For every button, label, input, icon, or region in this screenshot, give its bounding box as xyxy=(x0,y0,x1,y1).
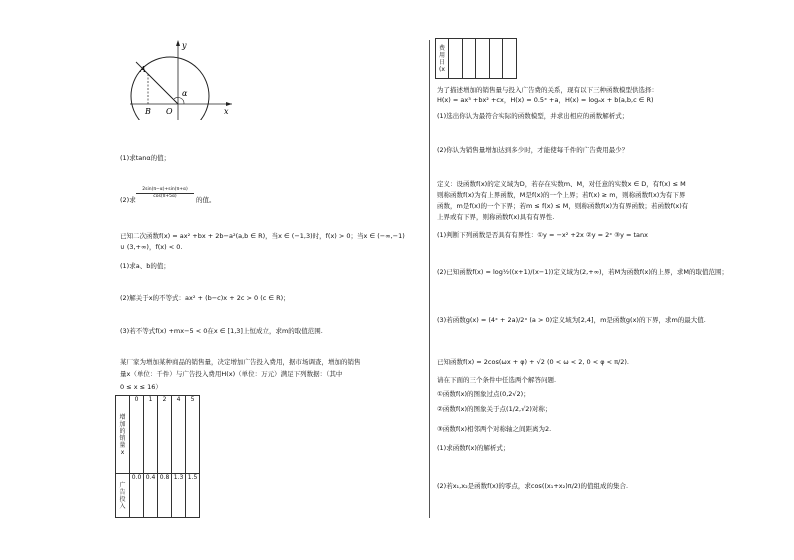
axis-label-x: x xyxy=(224,107,229,116)
table-cell: 2 xyxy=(158,396,172,474)
table-cell: 1.5 xyxy=(186,474,200,518)
table-cell: 4 xyxy=(172,396,186,474)
table-cell: 0.0 xyxy=(130,474,144,518)
table-cell: 0.4 xyxy=(144,474,158,518)
table-row xyxy=(436,39,517,79)
table-cell xyxy=(503,39,517,79)
question-3-part-1: (1)选出你认为最符合实际的函数模型，并求出相应的函数解析式； xyxy=(437,112,629,120)
question-3-intro-line-2: 量x（单位：千件）与广告投入费用H(x)（单位：万元）满足下列数据：（其中 xyxy=(120,370,343,378)
point-label-a: A xyxy=(140,65,146,74)
question-5-choose: 请在下面的三个条件中任选两个解答问题. xyxy=(437,376,557,384)
row-header-ad-cost: 广告投入 xyxy=(116,474,130,518)
question-5-intro: 已知函数f(x) = 2cos(ωx + φ) + √2 (0 < ω < 2, 0 < φ < π/2). xyxy=(437,358,629,366)
question-4-part-3: (3)若函数g(x) = (4ˣ + 2a)/2ˣ (a > 0)定义域为[2,4]，m是函数g(x)的下界，求m的最大值. xyxy=(437,316,706,324)
question-2-intro-line-2: ∪ (3,+∞)，f(x) < 0. xyxy=(120,243,183,251)
table-cell: 0.8 xyxy=(158,474,172,518)
axis-label-y: y xyxy=(182,41,187,50)
question-1-part-2-suffix: 的值。 xyxy=(196,196,216,204)
table-row xyxy=(116,396,200,474)
table-cell xyxy=(489,39,503,79)
question-2-part-1: (1)求a、b的值； xyxy=(120,262,170,270)
question-5-condition-2: ②函数f(x)的图象关于点(1/2,√2)对称； xyxy=(437,405,552,413)
question-3-intro-line-1: 某厂家为增加某种商品的销售量，决定增加广告投入费用，据市场调查，增加的销售 xyxy=(120,358,361,366)
table-cell: 1 xyxy=(144,396,158,474)
sales-data-table xyxy=(115,395,200,518)
column-divider xyxy=(429,40,430,518)
point-label-o: O xyxy=(166,107,173,116)
question-3-part-2: (2)你认为销售量增加达到多少时，才能使每千件的广告费用最少？ xyxy=(437,146,629,154)
question-2-part-2: (2)解关于x的不等式：ax² + (b−c)x + 2c > 0 (c ∈ R)； xyxy=(120,294,290,302)
row-header-cost: 费用日(x xyxy=(436,39,449,79)
unit-circle-figure xyxy=(128,38,236,120)
angle-label-alpha: α xyxy=(182,89,188,98)
question-4-definition-line-1: 定义：设函数f(x)的定义域为D，若存在实数m、M，对任意的实数x ∈ D，有f(x) ≤ M xyxy=(437,180,686,188)
table-cell xyxy=(476,39,490,79)
table-cell: 0 xyxy=(130,396,144,474)
question-4-part-1: (1)判断下列函数是否具有有界性：①y = −x² +2x ②y = 2ˣ ③y = tanx xyxy=(437,231,649,239)
question-5-part-2: (2)若x₁,x₂是函数f(x)的零点，求cos((x₁+x₂)π/2)的值组成的集合. xyxy=(437,482,629,490)
question-5-condition-1: ①函数f(x)的图象过点(0,2√2)； xyxy=(437,390,530,398)
table-cell xyxy=(462,39,476,79)
table-row xyxy=(116,474,200,518)
question-1-part-1: (1)求tanα的值； xyxy=(120,154,171,162)
question-1-part-2-fraction xyxy=(136,187,194,200)
question-5-condition-3: ③函数f(x)相邻两个对称轴之间距离为2. xyxy=(437,425,552,433)
fraction-numerator: 2sin(π−α)+sin(π+α) xyxy=(136,187,194,194)
question-2-intro-line-1: 已知二次函数f(x) = ax² +bx + 2b−a²(a,b ∈ R)，当x ∈ (−1,3)时，f(x) > 0；当x ∈ (−∞,−1) xyxy=(120,232,405,240)
point-label-b: B xyxy=(145,107,151,116)
table-cell: 1.3 xyxy=(172,474,186,518)
question-3-intro-line-3: 0 ≤ x ≤ 16） xyxy=(120,383,162,391)
question-4-definition-line-2: 则称函数f(x)为有上界函数，M是f(x)的一个上界；若f(x) ≥ m，则称函数f(x)为有下界 xyxy=(437,191,686,199)
question-5-part-1: (1)求函数f(x)的解析式； xyxy=(437,444,510,452)
question-4-definition-line-4: 上界或有下界，则称函数f(x)具有有界性. xyxy=(437,213,555,221)
cost-table-continuation xyxy=(435,38,517,79)
question-4-part-2: (2)已知函数f(x) = log½((x+1)/(x−1))定义域为(2,+∞)，若M为函数f(x)的上界，求M的取值范围； xyxy=(437,268,729,276)
question-4-definition-line-3: 函数，m是f(x)的一个下界；若m ≤ f(x) ≤ M，则称函数f(x)为有界函数；若函数f(x)有 xyxy=(437,202,689,210)
question-3-models-line-2: H(x) = ax³ +bx² +cx，H(x) = 0.5ˣ +a，H(x) = logₐx + b(a,b,c ∈ R) xyxy=(437,96,654,104)
question-1-part-2-prefix: (2)求 xyxy=(120,196,136,204)
table-cell: 5 xyxy=(186,396,200,474)
question-2-part-3: (3)若不等式f(x) +mx−5 < 0在x ∈ [1,3]上恒成立，求m的取值范围. xyxy=(120,327,323,335)
row-header-sales: 增加的销量x xyxy=(116,396,130,474)
table-cell xyxy=(449,39,463,79)
question-3-models-line-1: 为了描述增加的销售量与投入广告费的关系，现有以下三种函数模型供选择： xyxy=(437,86,658,94)
fraction-denominator: cos(π+5α) xyxy=(153,194,177,199)
